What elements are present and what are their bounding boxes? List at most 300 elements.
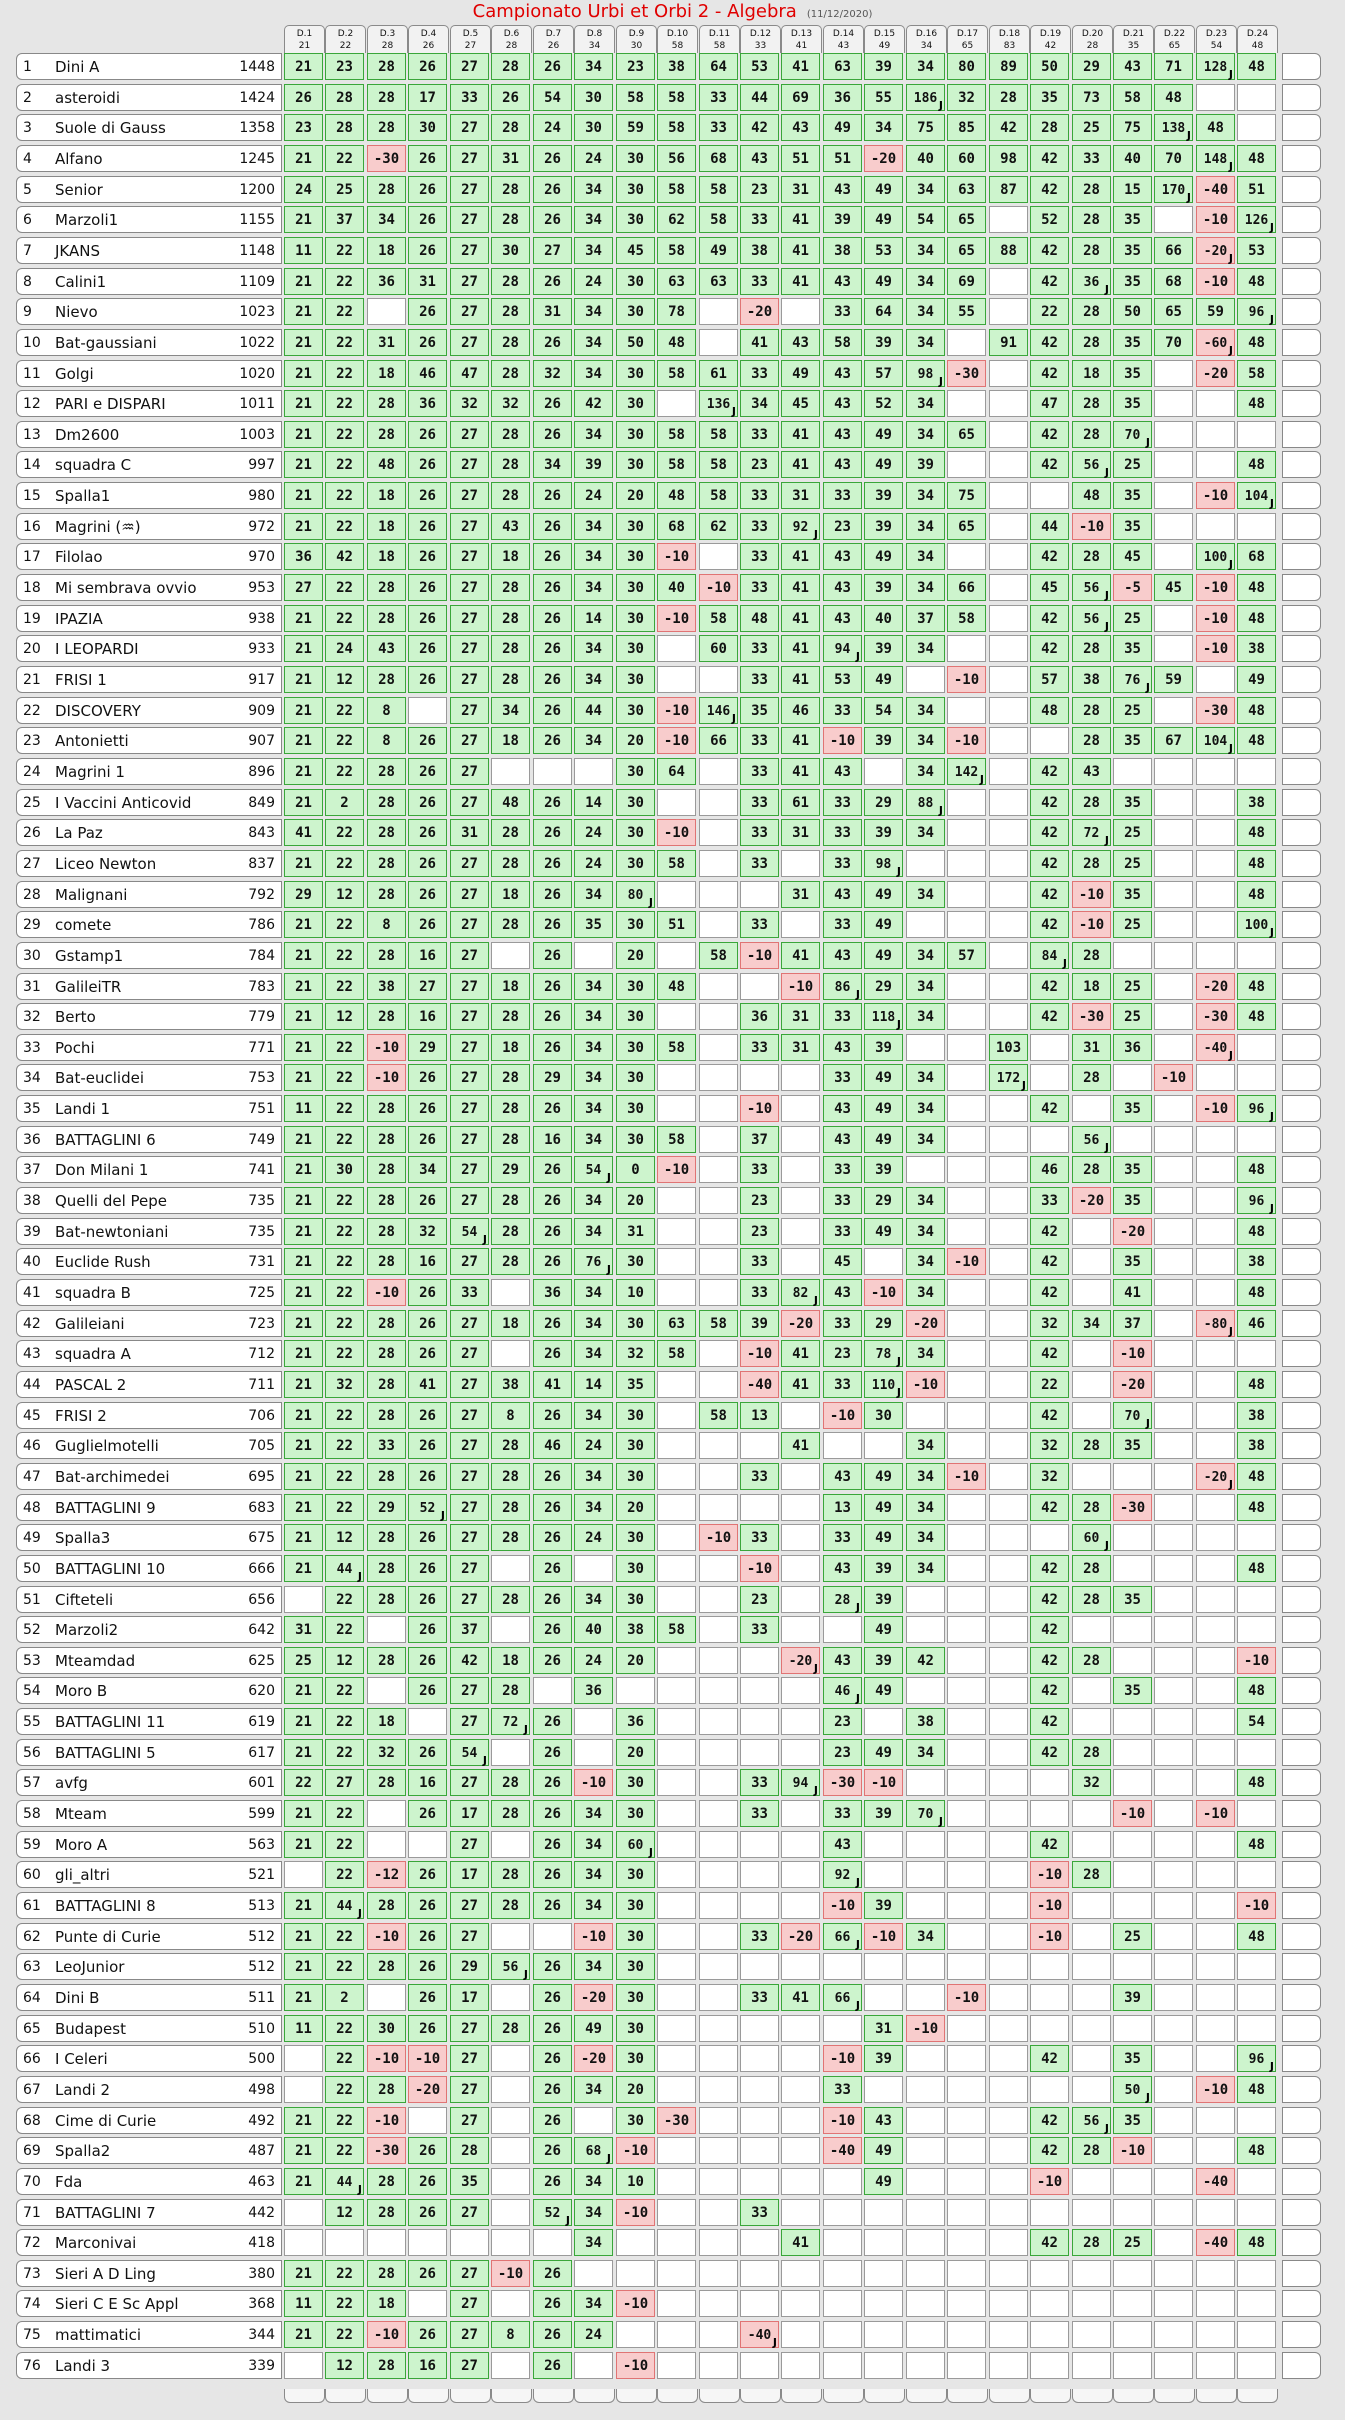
answer-cell bbox=[574, 53, 613, 80]
question-header-10 bbox=[657, 25, 698, 53]
answer-cell bbox=[533, 727, 572, 754]
empty-cell bbox=[284, 2352, 323, 2379]
question-points: 28 bbox=[505, 41, 518, 51]
table-row bbox=[16, 2075, 1321, 2103]
jolly-marker: J bbox=[1186, 191, 1191, 204]
team-rank: 46 bbox=[23, 1438, 41, 1454]
team-rank: 37 bbox=[23, 1162, 41, 1178]
answer-cell bbox=[906, 1494, 945, 1521]
cell-points: 49 bbox=[875, 457, 892, 473]
answer-cell bbox=[574, 697, 613, 724]
cell-points: 42 bbox=[1041, 243, 1058, 259]
cell-points: 43 bbox=[834, 396, 851, 412]
answer-cell bbox=[408, 2352, 447, 2379]
answer-cell bbox=[823, 206, 862, 233]
answer-cell bbox=[740, 1156, 779, 1183]
answer-cell bbox=[533, 2076, 572, 2103]
cell-points: 28 bbox=[502, 1224, 519, 1240]
answer-cell bbox=[325, 850, 364, 877]
table-row bbox=[16, 1554, 1321, 1582]
answer-cell bbox=[616, 114, 655, 141]
table-row bbox=[16, 910, 1321, 938]
answer-cell bbox=[906, 973, 945, 1000]
answer-cell bbox=[823, 1340, 862, 1367]
empty-cell bbox=[1154, 1279, 1193, 1306]
answer-cell bbox=[823, 114, 862, 141]
answer-cell bbox=[408, 1340, 447, 1367]
row-end-cap bbox=[1282, 1953, 1321, 1980]
team-info bbox=[16, 2290, 282, 2317]
answer-cell bbox=[989, 84, 1028, 111]
cell-points: 23 bbox=[834, 1745, 851, 1761]
team-name: Guglielmotelli bbox=[55, 1437, 159, 1455]
row-end-cap bbox=[1282, 237, 1321, 264]
answer-cell bbox=[781, 176, 820, 203]
cell-points: 45 bbox=[834, 1254, 851, 1270]
cell-points: 84 bbox=[1041, 949, 1058, 964]
cell-points: 35 bbox=[585, 917, 602, 933]
cell-points: 33 bbox=[751, 733, 768, 749]
cell-points: 41 bbox=[792, 274, 809, 290]
cell-points: 44 bbox=[336, 1899, 353, 1914]
jolly-marker: J bbox=[1062, 957, 1067, 970]
answer-cell bbox=[450, 850, 489, 877]
row-end-cap bbox=[1282, 911, 1321, 938]
team-name: Alfano bbox=[55, 150, 103, 168]
answer-cell bbox=[574, 268, 613, 295]
empty-cell bbox=[906, 1984, 945, 2011]
cell-points: 98 bbox=[875, 857, 892, 872]
cell-points: -10 bbox=[373, 1285, 400, 1301]
answer-cell bbox=[906, 1647, 945, 1674]
row-end-cap bbox=[1282, 329, 1321, 356]
answer-cell bbox=[616, 911, 655, 938]
empty-cell bbox=[657, 942, 696, 969]
cell-points: 28 bbox=[1083, 182, 1100, 198]
cell-points: 30 bbox=[419, 120, 436, 136]
empty-cell bbox=[1154, 973, 1193, 1000]
answer-cell bbox=[450, 53, 489, 80]
empty-cell bbox=[1072, 1923, 1111, 1950]
cell-points: 41 bbox=[792, 641, 809, 657]
row-end-cap bbox=[1282, 789, 1321, 816]
empty-cell bbox=[284, 2199, 323, 2226]
cell-points: 41 bbox=[792, 243, 809, 259]
empty-cell bbox=[1113, 942, 1152, 969]
answer-cell bbox=[450, 84, 489, 111]
empty-cell bbox=[947, 1279, 986, 1306]
answer-cell bbox=[574, 1800, 613, 1827]
row-end-cap bbox=[1282, 84, 1321, 111]
answer-cell bbox=[450, 2107, 489, 2134]
cell-points: 58 bbox=[627, 90, 644, 106]
answer-cell bbox=[1030, 268, 1069, 295]
table-row bbox=[16, 1033, 1321, 1061]
answer-cell bbox=[284, 1708, 323, 1735]
cell-points: 18 bbox=[502, 1316, 519, 1332]
cell-points: 56 bbox=[502, 1960, 519, 1975]
cell-points: 28 bbox=[502, 1683, 519, 1699]
cell-points: 57 bbox=[1041, 672, 1058, 688]
cell-points: 30 bbox=[627, 1316, 644, 1332]
answer-cell bbox=[1237, 1892, 1276, 1919]
team-score: 675 bbox=[248, 1530, 275, 1546]
cell-points: 30 bbox=[585, 120, 602, 136]
empty-cell bbox=[989, 1555, 1028, 1582]
cell-points: 26 bbox=[544, 488, 561, 504]
empty-cell bbox=[781, 1831, 820, 1858]
cell-points: -10 bbox=[1202, 212, 1229, 228]
cell-points: -10 bbox=[580, 1929, 607, 1945]
answer-cell bbox=[1072, 2229, 1111, 2256]
cell-points: 0 bbox=[631, 1162, 640, 1178]
cell-points: 45 bbox=[1124, 549, 1141, 565]
cell-points: 27 bbox=[461, 733, 478, 749]
empty-cell bbox=[989, 635, 1028, 662]
cell-points: -10 bbox=[1119, 2143, 1146, 2159]
empty-cell bbox=[740, 1494, 779, 1521]
answer-cell bbox=[408, 1555, 447, 1582]
answer-cell bbox=[284, 2321, 323, 2348]
jolly-marker: J bbox=[1104, 466, 1109, 479]
answer-cell bbox=[823, 574, 862, 601]
empty-cell bbox=[864, 2229, 903, 2256]
answer-cell bbox=[657, 574, 696, 601]
cell-points: 49 bbox=[875, 1101, 892, 1117]
cell-points: 27 bbox=[461, 1408, 478, 1424]
empty-cell bbox=[1030, 2076, 1069, 2103]
empty-cell bbox=[1237, 758, 1276, 785]
answer-cell bbox=[533, 1769, 572, 1796]
table-row bbox=[16, 1523, 1321, 1551]
answer-cell bbox=[823, 1586, 862, 1613]
team-score: 837 bbox=[248, 856, 275, 872]
empty-cell bbox=[1196, 911, 1235, 938]
empty-cell bbox=[491, 758, 530, 785]
cell-points: 27 bbox=[461, 519, 478, 535]
empty-cell bbox=[1237, 84, 1276, 111]
team-score: 1003 bbox=[239, 427, 275, 443]
team-score: 463 bbox=[248, 2174, 275, 2190]
team-rank: 1 bbox=[23, 59, 32, 75]
jolly-marker: J bbox=[357, 1907, 362, 1920]
row-end-cap bbox=[1282, 727, 1321, 754]
empty-cell bbox=[657, 2168, 696, 2195]
empty-cell bbox=[657, 2290, 696, 2317]
question-points: 33 bbox=[754, 41, 767, 51]
cell-points: 21 bbox=[295, 2266, 312, 2282]
empty-cell bbox=[1154, 206, 1193, 233]
cell-points: 32 bbox=[502, 396, 519, 412]
answer-cell bbox=[325, 697, 364, 724]
answer-cell bbox=[906, 605, 945, 632]
question-label: D.9 bbox=[628, 29, 645, 39]
answer-cell bbox=[1113, 666, 1152, 693]
cell-points: 22 bbox=[336, 1592, 353, 1608]
answer-cell bbox=[1030, 421, 1069, 448]
team-name: BATTAGLINI 11 bbox=[55, 1713, 166, 1731]
empty-cell bbox=[989, 911, 1028, 938]
cell-points: 33 bbox=[751, 580, 768, 596]
empty-cell bbox=[947, 2015, 986, 2042]
answer-cell bbox=[450, 176, 489, 203]
answer-cell bbox=[1072, 390, 1111, 417]
cell-points: 26 bbox=[544, 1806, 561, 1822]
cell-points: 16 bbox=[419, 1254, 436, 1270]
cell-points: 26 bbox=[544, 1224, 561, 1240]
answer-cell bbox=[1237, 973, 1276, 1000]
cell-points: 34 bbox=[585, 979, 602, 995]
cell-points: 26 bbox=[419, 1408, 436, 1424]
team-info bbox=[16, 1677, 282, 1704]
answer-cell bbox=[864, 206, 903, 233]
cell-points: 26 bbox=[419, 457, 436, 473]
answer-cell bbox=[533, 268, 572, 295]
answer-cell bbox=[740, 482, 779, 509]
cell-points: 89 bbox=[1000, 59, 1017, 75]
answer-cell bbox=[616, 635, 655, 662]
cell-points: -10 bbox=[870, 1285, 897, 1301]
table-row bbox=[16, 113, 1321, 141]
cell-points: 38 bbox=[917, 1714, 934, 1730]
row-end-cap bbox=[1282, 1555, 1321, 1582]
cell-points: 42 bbox=[1041, 274, 1058, 290]
answer-cell bbox=[1030, 451, 1069, 478]
answer-cell bbox=[408, 390, 447, 417]
answer-cell bbox=[823, 1371, 862, 1398]
cell-points: 34 bbox=[917, 1070, 934, 1086]
cell-points: 21 bbox=[295, 795, 312, 811]
cell-points: 27 bbox=[461, 2113, 478, 2129]
cell-points: 42 bbox=[1041, 1653, 1058, 1669]
team-score: 1022 bbox=[239, 335, 275, 351]
answer-cell bbox=[325, 145, 364, 172]
empty-cell bbox=[989, 2229, 1028, 2256]
empty-cell bbox=[699, 1769, 738, 1796]
answer-cell bbox=[450, 482, 489, 509]
cell-points: 49 bbox=[875, 1469, 892, 1485]
row-end-cap bbox=[1282, 1340, 1321, 1367]
answer-cell bbox=[325, 1800, 364, 1827]
row-end-cap bbox=[1282, 2076, 1321, 2103]
team-info bbox=[16, 360, 282, 387]
cell-points: 28 bbox=[502, 580, 519, 596]
answer-cell bbox=[1113, 206, 1152, 233]
empty-cell bbox=[1154, 635, 1193, 662]
cell-points: 34 bbox=[585, 672, 602, 688]
answer-cell bbox=[947, 84, 986, 111]
answer-cell bbox=[781, 942, 820, 969]
answer-cell bbox=[1072, 1064, 1111, 1091]
jolly-marker: J bbox=[1269, 926, 1274, 939]
empty-cell bbox=[1196, 1340, 1235, 1367]
cell-points: 35 bbox=[751, 703, 768, 719]
empty-cell bbox=[947, 329, 986, 356]
answer-cell bbox=[616, 1248, 655, 1275]
team-info bbox=[16, 2107, 282, 2134]
cell-points: 18 bbox=[1083, 979, 1100, 995]
cell-points: 65 bbox=[958, 519, 975, 535]
answer-cell bbox=[450, 1861, 489, 1888]
answer-cell bbox=[533, 1248, 572, 1275]
answer-cell bbox=[574, 114, 613, 141]
team-rank: 52 bbox=[23, 1622, 41, 1638]
empty-cell bbox=[491, 2168, 530, 2195]
cell-points: 37 bbox=[1124, 1316, 1141, 1332]
cell-points: 22 bbox=[336, 1346, 353, 1362]
answer-cell bbox=[284, 666, 323, 693]
cell-points: 46 bbox=[834, 1684, 851, 1699]
cell-points: 22 bbox=[1041, 304, 1058, 320]
answer-cell bbox=[1154, 329, 1193, 356]
answer-cell bbox=[1030, 2229, 1069, 2256]
answer-cell bbox=[450, 268, 489, 295]
answer-cell bbox=[574, 1923, 613, 1950]
table-row bbox=[16, 2044, 1321, 2072]
cell-points: -30 bbox=[829, 1775, 856, 1791]
cell-points: -10 bbox=[663, 733, 690, 749]
answer-cell bbox=[408, 1463, 447, 1490]
question-header-15 bbox=[864, 25, 905, 53]
answer-cell bbox=[284, 942, 323, 969]
empty-cell bbox=[740, 1831, 779, 1858]
answer-cell bbox=[450, 2321, 489, 2348]
answer-cell bbox=[1237, 145, 1276, 172]
answer-cell bbox=[325, 973, 364, 1000]
cell-points: 23 bbox=[295, 120, 312, 136]
answer-cell bbox=[699, 268, 738, 295]
empty-cell bbox=[906, 1769, 945, 1796]
answer-cell bbox=[450, 298, 489, 325]
answer-cell bbox=[574, 635, 613, 662]
question-label: D.2 bbox=[337, 29, 354, 39]
cell-points: 43 bbox=[834, 1285, 851, 1301]
answer-cell bbox=[616, 1003, 655, 1030]
cell-points: 58 bbox=[668, 366, 685, 382]
cell-points: 49 bbox=[875, 1132, 892, 1148]
answer-cell bbox=[491, 1800, 530, 1827]
answer-cell bbox=[699, 942, 738, 969]
question-header-3 bbox=[367, 25, 408, 53]
answer-cell bbox=[823, 1402, 862, 1429]
empty-cell bbox=[906, 2290, 945, 2317]
cell-points: 21 bbox=[295, 59, 312, 75]
answer-cell bbox=[325, 114, 364, 141]
empty-cell bbox=[574, 2107, 613, 2134]
cell-points: -10 bbox=[1243, 1653, 1270, 1669]
answer-cell bbox=[367, 727, 406, 754]
answer-cell bbox=[408, 237, 447, 264]
answer-cell bbox=[491, 1187, 530, 1214]
cell-points: 50 bbox=[627, 335, 644, 351]
cell-points: 69 bbox=[958, 274, 975, 290]
answer-cell bbox=[533, 574, 572, 601]
cell-points: -10 bbox=[622, 2358, 649, 2374]
cell-points: 28 bbox=[1083, 948, 1100, 964]
empty-cell bbox=[1154, 1739, 1193, 1766]
empty-cell bbox=[657, 2352, 696, 2379]
team-score: 705 bbox=[248, 1438, 275, 1454]
cell-points: 30 bbox=[627, 151, 644, 167]
cell-points: 58 bbox=[668, 90, 685, 106]
empty-cell bbox=[1072, 2199, 1111, 2226]
cell-points: 70 bbox=[1124, 428, 1141, 443]
answer-cell bbox=[1113, 145, 1152, 172]
answer-cell bbox=[823, 1494, 862, 1521]
empty-cell bbox=[906, 1892, 945, 1919]
empty-cell bbox=[1154, 421, 1193, 448]
jolly-marker: J bbox=[1104, 2122, 1109, 2135]
empty-cell bbox=[1072, 2015, 1111, 2042]
answer-cell bbox=[1030, 942, 1069, 969]
answer-cell bbox=[533, 850, 572, 877]
cell-points: 34 bbox=[917, 488, 934, 504]
cell-points: 26 bbox=[544, 1162, 561, 1178]
answer-cell bbox=[408, 114, 447, 141]
answer-cell bbox=[1113, 850, 1152, 877]
cell-points: 16 bbox=[419, 2358, 436, 2374]
cell-points: 26 bbox=[419, 2021, 436, 2037]
answer-cell bbox=[284, 1923, 323, 1950]
team-rank: 47 bbox=[23, 1469, 41, 1485]
answer-cell bbox=[823, 1555, 862, 1582]
team-info bbox=[16, 881, 282, 908]
answer-cell bbox=[1030, 1310, 1069, 1337]
answer-cell bbox=[781, 666, 820, 693]
cell-points: 34 bbox=[917, 335, 934, 351]
answer-cell bbox=[699, 176, 738, 203]
cell-points: 28 bbox=[1083, 1653, 1100, 1669]
answer-cell bbox=[491, 543, 530, 570]
cell-points: 26 bbox=[544, 887, 561, 903]
answer-cell bbox=[284, 2290, 323, 2317]
cell-points: 42 bbox=[1041, 825, 1058, 841]
team-score: 723 bbox=[248, 1316, 275, 1332]
cell-points: 34 bbox=[917, 979, 934, 995]
answer-cell bbox=[1113, 421, 1152, 448]
answer-cell bbox=[574, 513, 613, 540]
cell-points: 35 bbox=[1124, 795, 1141, 811]
cell-points: 42 bbox=[1041, 2113, 1058, 2129]
answer-cell bbox=[533, 1095, 572, 1122]
empty-cell bbox=[947, 543, 986, 570]
jolly-marker: J bbox=[731, 405, 736, 418]
cell-points: 21 bbox=[295, 335, 312, 351]
empty-cell bbox=[781, 1218, 820, 1245]
answer-cell bbox=[1072, 268, 1111, 295]
cell-points: 27 bbox=[461, 488, 478, 504]
cell-points: 58 bbox=[668, 182, 685, 198]
cell-points: 21 bbox=[295, 519, 312, 535]
answer-cell bbox=[1196, 574, 1235, 601]
empty-cell bbox=[699, 1647, 738, 1674]
cell-points: 80 bbox=[958, 59, 975, 75]
answer-cell bbox=[408, 451, 447, 478]
cell-points: 22 bbox=[336, 2051, 353, 2067]
empty-cell bbox=[1154, 2352, 1193, 2379]
answer-cell bbox=[574, 1647, 613, 1674]
answer-cell bbox=[450, 1677, 489, 1704]
answer-cell bbox=[989, 176, 1028, 203]
answer-cell bbox=[574, 390, 613, 417]
jolly-marker: J bbox=[938, 1815, 943, 1828]
answer-cell bbox=[906, 543, 945, 570]
answer-cell bbox=[1237, 1218, 1276, 1245]
empty-cell bbox=[906, 2352, 945, 2379]
question-label: D.10 bbox=[666, 29, 689, 39]
jolly-marker: J bbox=[482, 1233, 487, 1246]
team-score: 938 bbox=[248, 611, 275, 627]
